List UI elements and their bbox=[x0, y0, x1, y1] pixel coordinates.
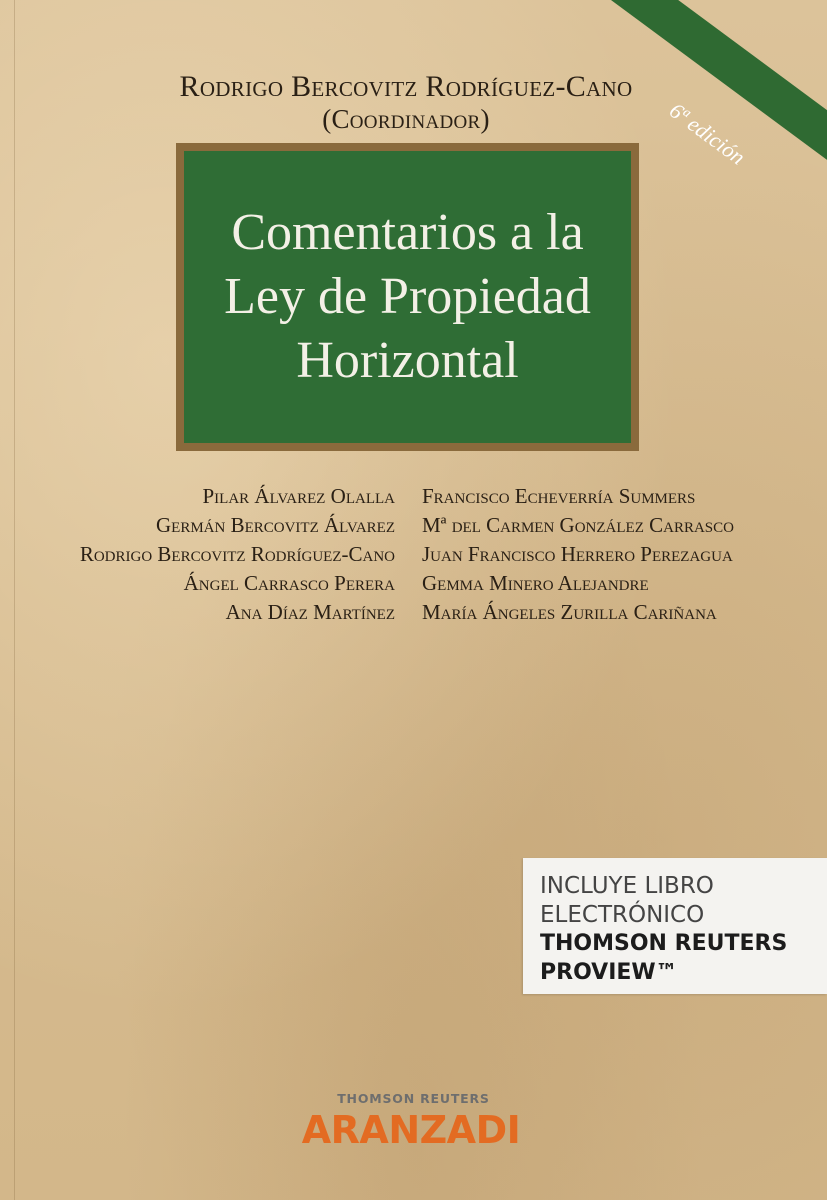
publisher-group-logo: THOMSON REUTERS bbox=[337, 1091, 490, 1106]
promo-line: INCLUYE LIBRO bbox=[540, 873, 714, 899]
spine-crease bbox=[14, 0, 15, 1200]
author-name: Ana Díaz Martínez bbox=[225, 600, 395, 624]
title-line: Ley de Propiedad bbox=[224, 268, 591, 325]
publisher-imprint-logo: ARANZADI bbox=[301, 1108, 521, 1152]
promo-line: PROVIEW™ bbox=[540, 960, 678, 985]
author-name: Francisco Echeverría Summers bbox=[422, 484, 696, 508]
author-name: Rodrigo Bercovitz Rodríguez-Cano bbox=[79, 542, 395, 566]
title-line: Horizontal bbox=[296, 332, 519, 389]
author-name: Juan Francisco Herrero Perezagua bbox=[422, 542, 733, 566]
edition-label: 6ª edición bbox=[664, 97, 750, 170]
ebook-promo-label bbox=[523, 858, 827, 994]
title-box bbox=[184, 151, 631, 443]
promo-line: ELECTRÓNICO bbox=[540, 902, 705, 928]
title-frame bbox=[176, 143, 639, 451]
author-name: Gemma Minero Alejandre bbox=[422, 571, 649, 595]
authors-right-column bbox=[422, 482, 734, 627]
coordinator-name: Rodrigo Bercovitz Rodríguez-Cano bbox=[179, 70, 633, 103]
author-name: Germán Bercovitz Álvarez bbox=[155, 513, 395, 537]
author-name: Pilar Álvarez Olalla bbox=[202, 484, 395, 508]
promo-line: THOMSON REUTERS bbox=[540, 931, 788, 956]
author-name: María Ángeles Zurilla Cariñana bbox=[422, 600, 717, 624]
author-name: Mª del Carmen González Carrasco bbox=[422, 513, 734, 537]
author-name: Ángel Carrasco Perera bbox=[183, 571, 395, 595]
title-line: Comentarios a la bbox=[231, 204, 584, 261]
coordinator-role: (Coordinador) bbox=[322, 104, 490, 134]
authors-left-column bbox=[80, 482, 395, 627]
